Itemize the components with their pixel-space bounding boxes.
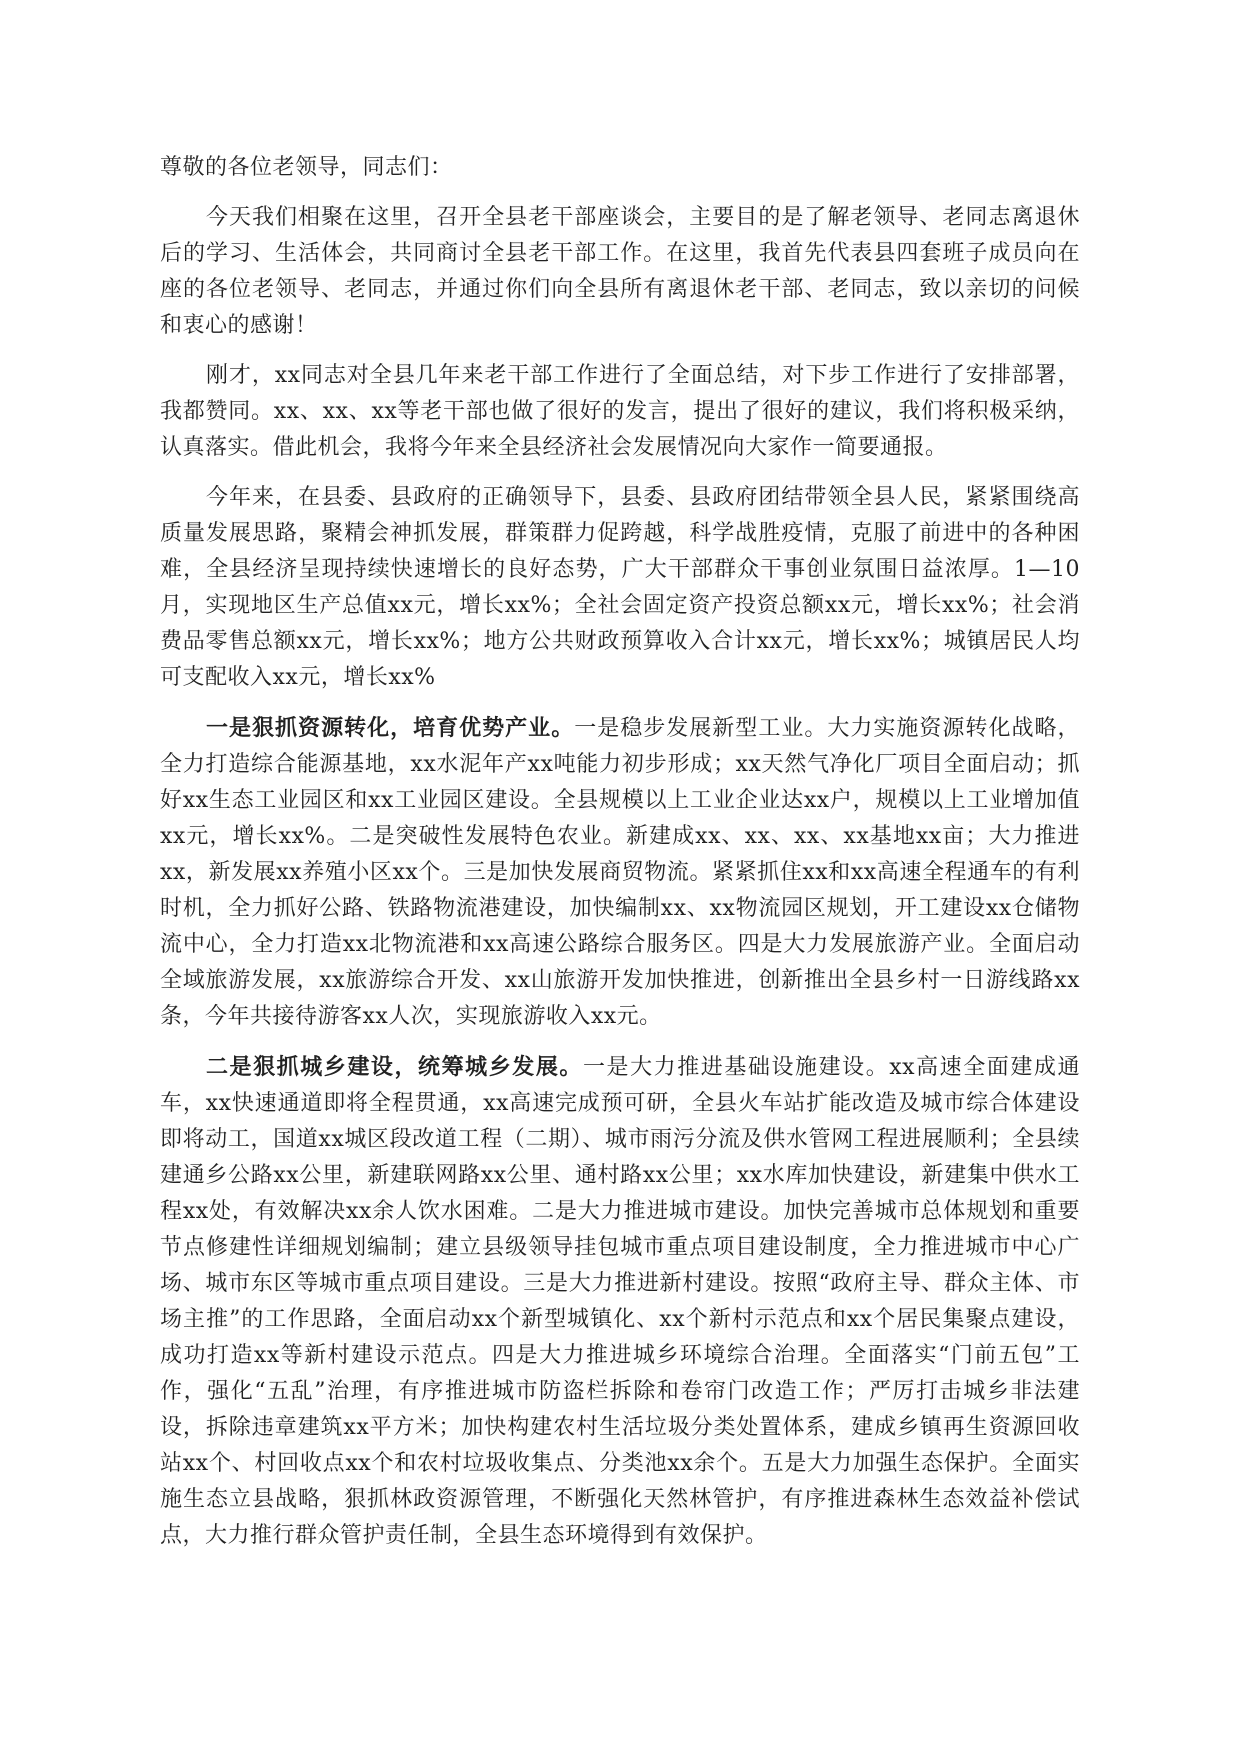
paragraph-1 [160,200,1080,344]
paragraph-1-text: 今天我们相聚在这里，召开全县老干部座谈会，主要目的是了解老领导、老同志离退休后的学习、生活体会，共同商讨全县老干部工作。在这里，我首先代表县四套班子成员向在座的各位老领导、老同志，并通过你们向全县所有离退休老干部、老同志，致以亲切的问候和衷心的感谢！ [160,205,1080,338]
paragraph-3-text: 今年来，在县委、县政府的正确领导下，县委、县政府团结带领全县人民，紧紧围绕高质量发展思路，聚精会神抓发展，群策群力促跨越，科学战胜疫情，克服了前进中的各种困难，全县经济呈现持续快速增长的良好态势，广大干部群众干事创业氛围日益浓厚。1—10月，实现地区生产总值xx元，增长xx%；全社会固定资产投资总额xx元，增长xx%；社会消费品零售总额xx元，增长xx%；地方公共财政预算收入合计xx元，增长xx%；城镇居民人均可支配收入xx元，增长xx% [160,485,1080,690]
document-page [160,150,1080,1568]
paragraph-2 [160,358,1080,466]
paragraph-2-text: 刚才，xx同志对全县几年来老干部工作进行了全面总结，对下步工作进行了安排部署，我都赞同。xx、xx、xx等老干部也做了很好的发言，提出了很好的建议，我们将积极采纳，认真落实。借此机会，我将今年来全县经济社会发展情况向大家作一简要通报。 [160,363,1080,460]
paragraph-4-lead: 一是狠抓资源转化，培育优势产业。 [206,715,575,741]
greeting: 尊敬的各位老领导，同志们： [160,155,453,180]
paragraph-5-text: 一是大力推进基础设施建设。xx高速全面建成通车，xx快速通道即将全程贯通，xx高速完成预可研，全县火车站扩能改造及城市综合体建设即将动工，国道xx城区段改道工程（二期）、城市雨污分流及供水管网工程进展顺利；全县续建通乡公路xx公里，新建联网路xx公里、通村路xx公里；xx水库加快建设，新建集中供水工程xx处，有效解决xx余人饮水困难。二是大力推进城市建设。加快完善城市总体规划和重要节点修建性详细规划编制；建立县级领导挂包城市重点项目建设制度，全力推进城市中心广场、城市东区等城市重点项目建设。三是大力推进新村建设。按照“政府主导、群众主体、市场主推”的工作思路，全面启动xx个新型城镇化、xx个新村示范点和xx个居民集聚点建设，成功打造xx等新村建设示范点。四是大力推进城乡环境综合治理。全面落实“门前五包”工作，强化“五乱”治理，有序推进城市防盗栏拆除和卷帘门改造工作；严厉打击城乡非法建设，拆除违章建筑xx平方米；加快构建农村生活垃圾分类处置体系，建成乡镇再生资源回收站xx个、村回收点xx个和农村垃圾收集点、分类池xx余个。五是大力加强生态保护。全面实施生态立县战略，狠抓林政资源管理，不断强化天然林管护，有序推进森林生态效益补偿试点，大力推行群众管护责任制，全县生态环境得到有效保护。 [160,1055,1080,1548]
paragraph-5-lead: 二是狠抓城乡建设，统筹城乡发展。 [206,1054,583,1080]
paragraph-5 [160,1049,1080,1554]
paragraph-3 [160,480,1080,696]
paragraph-4 [160,710,1080,1035]
paragraph-4-text: 一是稳步发展新型工业。大力实施资源转化战略，全力打造综合能源基地，xx水泥年产xx吨能力初步形成；xx天然气净化厂项目全面启动；抓好xx生态工业园区和xx工业园区建设。全县规模以上工业企业达xx户，规模以上工业增加值xx元，增长xx%。二是突破性发展特色农业。新建成xx、xx、xx、xx基地xx亩；大力推进xx，新发展xx养殖小区xx个。三是加快发展商贸物流。紧紧抓住xx和xx高速全程通车的有利时机，全力抓好公路、铁路物流港建设，加快编制xx、xx物流园区规划，开工建设xx仓储物流中心，全力打造xx北物流港和xx高速公路综合服务区。四是大力发展旅游产业。全面启动全域旅游发展，xx旅游综合开发、xx山旅游开发加快推进，创新推出全县乡村一日游线路xx条，今年共接待游客xx人次，实现旅游收入xx元。 [160,716,1080,1029]
